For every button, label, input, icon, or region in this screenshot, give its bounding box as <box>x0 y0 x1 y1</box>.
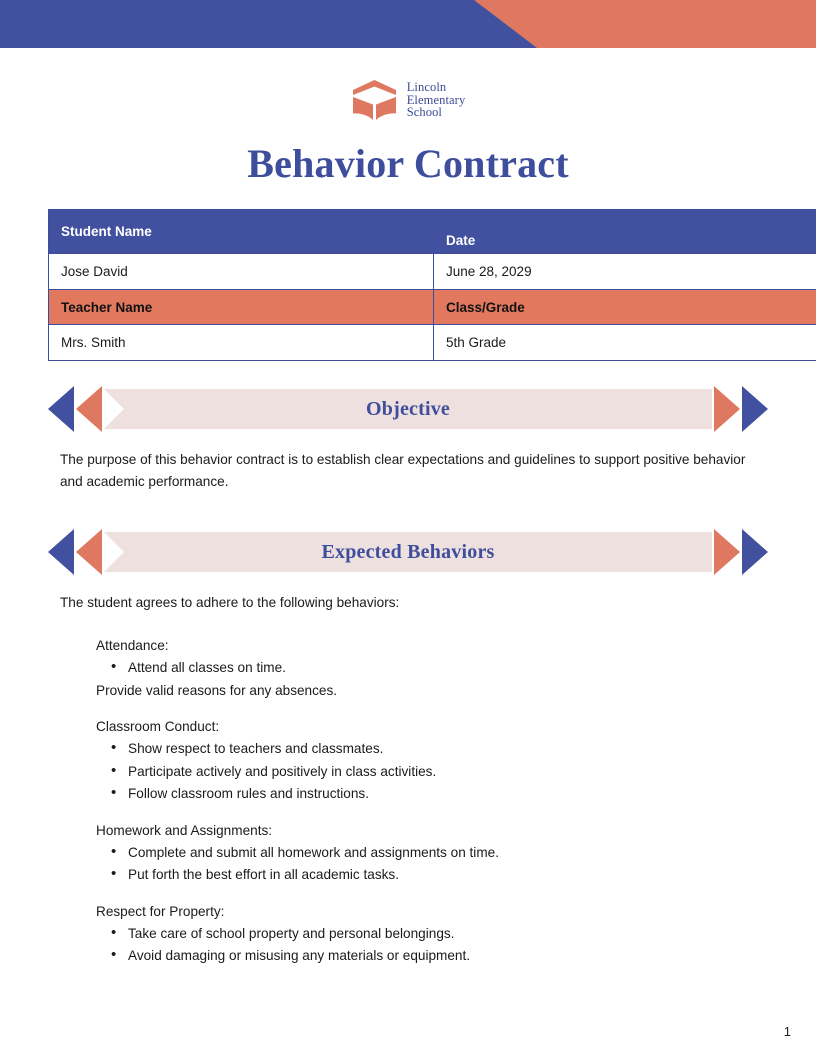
header-student-name: Student Name <box>49 210 434 254</box>
value-class-grade: 5th Grade <box>434 325 816 361</box>
section-banner-expected-behaviors <box>48 529 768 575</box>
table-row-student-headers <box>49 210 816 254</box>
open-book-icon <box>351 78 398 122</box>
header-teacher-name: Teacher Name <box>49 290 434 325</box>
behavior-list <box>96 923 756 968</box>
behavior-groups-container <box>96 634 756 981</box>
table-row-teacher-headers <box>49 290 816 325</box>
list-item: • Follow classroom rules and instructions. <box>128 783 756 806</box>
header-banner <box>0 0 816 48</box>
objective-paragraph: The purpose of this behavior contract is to establish clear expectations and guidelines to support positive behavior and academic performance. <box>60 452 746 489</box>
behavior-list <box>96 738 756 806</box>
behavior-group-heading: Homework and Assignments: <box>96 822 273 838</box>
list-item: • Complete and submit all homework and assignments on time. <box>128 842 756 865</box>
value-student-name: Jose David <box>49 254 434 290</box>
behavior-list <box>96 842 756 887</box>
page-title: Behavior Contract <box>247 141 569 186</box>
list-item: Provide valid reasons for any absences. <box>96 682 338 698</box>
school-logo <box>0 78 816 122</box>
section-heading-objective: Objective <box>366 398 450 420</box>
page-number: 1 <box>783 1024 791 1039</box>
behavior-group-heading: Respect for Property: <box>96 903 225 919</box>
expected-behaviors-intro: The student agrees to adhere to the following behaviors: <box>60 595 400 610</box>
list-item: • Show respect to teachers and classmates. <box>128 738 756 761</box>
behavior-group <box>96 715 756 806</box>
section-heading-expected-behaviors: Expected Behaviors <box>321 541 495 563</box>
header-date: Date <box>434 210 816 254</box>
section-banner-objective <box>48 386 768 432</box>
behavior-group-heading: Classroom Conduct: <box>96 719 220 734</box>
behavior-group <box>96 900 756 968</box>
logo-line-2: Elementary <box>406 92 466 107</box>
table-row-student-values <box>49 254 816 290</box>
behavior-group <box>96 634 756 702</box>
behavior-list <box>96 657 756 702</box>
logo-line-3: School <box>406 105 443 120</box>
student-info-table <box>48 209 816 361</box>
behavior-group-heading: Attendance: <box>96 638 169 653</box>
behavior-group <box>96 819 756 887</box>
list-item: • Avoid damaging or misusing any materials or equipment. <box>128 945 756 968</box>
list-item: • Participate actively and positively in class activities. <box>128 761 756 784</box>
list-item: • Take care of school property and personal belongings. <box>128 923 756 946</box>
logo-wordmark <box>407 81 466 119</box>
list-item: • Attend all classes on time. <box>128 657 756 680</box>
table-row-teacher-values <box>49 325 816 361</box>
logo-line-1: Lincoln <box>406 80 447 95</box>
logo-row <box>351 78 466 122</box>
value-teacher-name: Mrs. Smith <box>49 325 434 361</box>
list-item: • Put forth the best effort in all academic tasks. <box>128 864 756 887</box>
value-date: June 28, 2029 <box>434 254 816 290</box>
header-class-grade: Class/Grade <box>434 290 816 325</box>
